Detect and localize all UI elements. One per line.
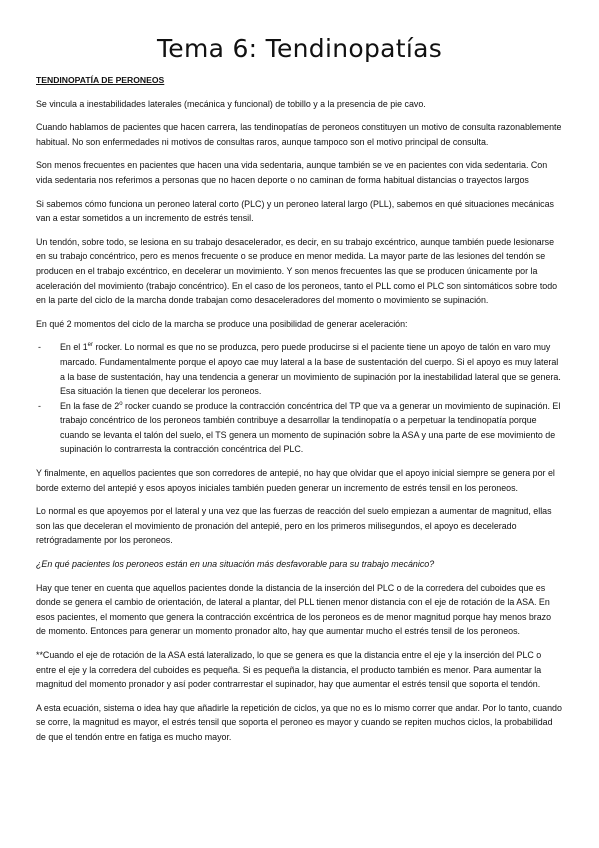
paragraph-10: **Cuando el eje de rotación de la ASA está lateralizado, lo que se genera es que la distancia entre el eje y la inserción del PLC o entre el eje y la corredera del cuboides es pequeña. Si es pequeña la distancia, el producto también es menor. Para aumentar la magnitud del momento pronador y así poder contrarrestar el supinador, hay que aumentar el estrés tensil que soporta el tendón. — [36, 650, 542, 690]
list-item-text-rest: rocker cuando se produce la contracción concéntrica del TP que va a generar un movimiento de supinación. El trabajo concéntrico de los peroneos también contribuye a desarrollar la tendinopatía o a perpetuar la tendinopatía porque cuando se levanta el talón del suelo, el TS genera un momento de supinación sobre la ASA y una parte de ese movimiento de supinación lo contrarresta la contracción concéntrica del PLC. — [60, 400, 561, 455]
paragraph-6: En qué 2 momentos del ciclo de la marcha se produce una posibilidad de generar aceleración: — [36, 318, 408, 329]
bullet-dash: - — [38, 400, 41, 411]
paragraph-1: Se vincula a inestabilidades laterales (mecánica y funcional) de tobillo y a la presencia de pie cavo. — [36, 98, 426, 109]
list-item-text-start: En el 1 — [60, 342, 88, 353]
paragraph-8: Lo normal es que apoyemos por el lateral y una vez que las fuerzas de reacción del suelo empiezan a aumentar de magnitud, ellas son las que deceleran el movimiento de pronación del antepié, pero en los primeros milisegundos, el apoyo es decelerado retrógradamente por los peroneos. — [36, 506, 552, 546]
ordinal-superscript: o — [119, 400, 123, 407]
list-item — [36, 399, 563, 457]
rocker-list — [36, 340, 563, 457]
paragraph-4: Si sabemos cómo funciona un peroneo lateral corto (PLC) y un peroneo lateral largo (PLL), sabemos en qué situaciones mecánicas van a estar sometidos a un incremento de estrés tensil. — [36, 198, 554, 224]
paragraph-9: Hay que tener en cuenta que aquellos pacientes donde la distancia de la inserción del PLC o de la corredera del cuboides que es donde se genera el cambio de orientación, de lateral a plantar, del PLL tienen menor distancia con el eje de rotación de la ASA. En esos pacientes, el momento que genera la contracción excéntrica de los peroneos es de menor magnitud porque hay menos brazo de momento. Entonces para generar un momento pronador alto, hay que aumentar mucho el estrés tensil de los peroneos. — [36, 582, 552, 637]
page-title: Tema 6: Tendinopatías — [156, 34, 443, 63]
bullet-dash: - — [38, 342, 41, 353]
paragraph-7: Y finalmente, en aquellos pacientes que son corredores de antepié, no hay que olvidar que el apoyo inicial siempre se genera por el borde externo del antepié y esos apoyos iniciales también pueden generar un incremento de estrés tensil en los peroneos. — [36, 468, 555, 493]
paragraph-5: Un tendón, sobre todo, se lesiona en su trabajo desacelerador, es decir, en su trabajo excéntrico, aunque también puede lesionarse en su trabajo concéntrico, pero es menos frecuente o se produce en menor medida. La mayor parte de las lesiones del tendón se producen en el trabajo excéntrico, en decelerar un movimiento. Y son menos frecuentes las que se producen únicamente por la aceleración del movimiento (trabajo concéntrico). En el caso de los peroneos, tanto el PLL como el PLC son sintomáticos sobre todo en la parte del ciclo de la marcha donde trabajan como desaceleradores del momento o movimiento se supinación. — [36, 236, 558, 306]
question-heading: ¿En qué pacientes los peroneos están en una situación más desfavorable para su trabajo mecánico? — [36, 559, 435, 570]
list-item-text-rest: rocker. Lo normal es que no se produzca, pero puede producirse si el paciente tiene un apoyo de talón en varo muy marcado. Fundamentalmente porque el apoyo cae muy lateral a la base de sustentación del cuerpo. Si el apoyo es muy lateral a la base de sustentación, hay una tendencia a generar un movimiento de supinación por la inestabilidad lateral que se genera. Esa situación la tienen que decelerar los peroneos. — [60, 342, 561, 397]
list-item — [36, 340, 563, 398]
section-heading: TENDINOPATÍA DE PERONEOS — [36, 75, 165, 85]
paragraph-2: Cuando hablamos de pacientes que hacen carrera, las tendinopatías de peroneos constituyen un motivo de consulta razonablemente habitual. No son enfermedades ni motivos de consultas raros, aunque tampoco son el motivo principal de consulta. — [36, 122, 562, 147]
list-item-text-start: En la fase de 2 — [60, 400, 120, 411]
paragraph-11: A esta ecuación, sistema o idea hay que añadirle la repetición de ciclos, ya que no es lo mismo correr que andar. Por lo tanto, cuando se corre, la magnitud es mayor, el estrés tensil que soporta el peroneo es mayor y cuando se repiten muchos ciclos, la probabilidad de que el tendón entre en fatiga es mucho mayor. — [36, 702, 562, 742]
ordinal-superscript: er — [87, 342, 93, 349]
paragraph-3: Son menos frecuentes en pacientes que hacen una vida sedentaria, aunque también se ve en pacientes con vida sedentaria. Con vida sedentaria nos referimos a personas que no hacen deporte o no caminan de forma habitual distancias o trayectos largos — [36, 160, 548, 185]
